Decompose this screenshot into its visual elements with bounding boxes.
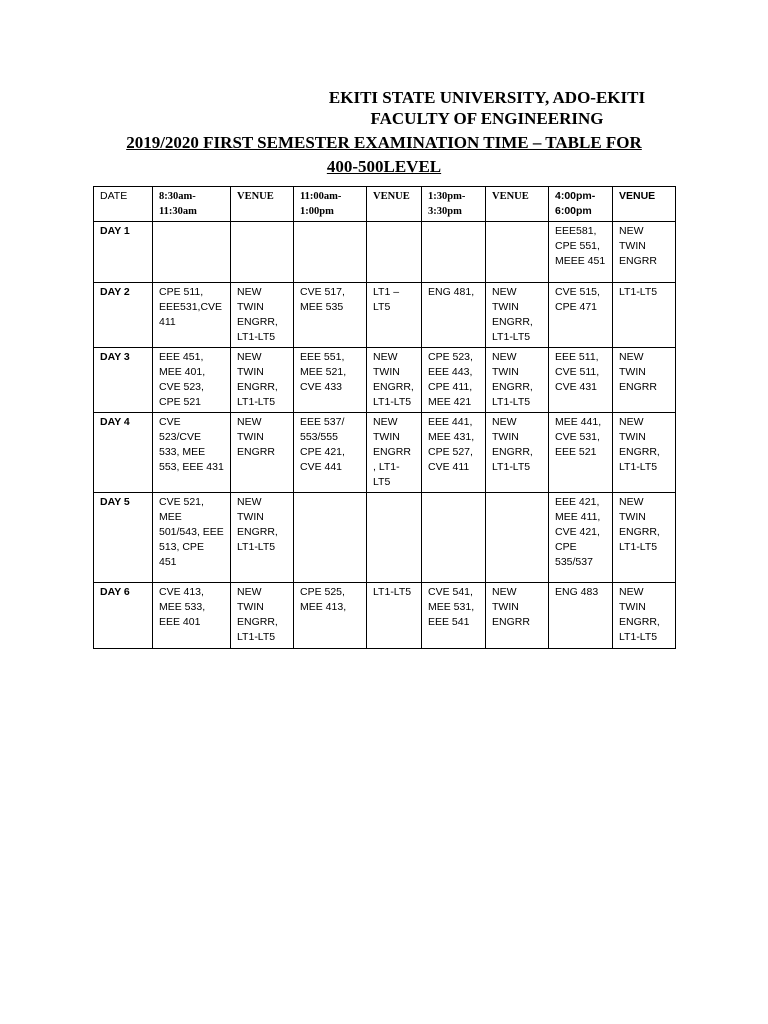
table-cell: NEW TWIN ENGRR, LT1-LT5 [367,348,422,413]
table-cell: NEW TWIN ENGRR [231,413,294,493]
table-row [94,493,676,583]
table-row [94,348,676,413]
table-row [94,413,676,493]
table-cell [294,493,367,583]
table-cell: NEW TWIN ENGRR, LT1-LT5 [486,283,549,348]
table-cell: CVE 523/CVE 533, MEE 553, EEE 431 [153,413,231,493]
column-header-date: DATE [94,187,153,222]
table-cell: NEW TWIN ENGRR, LT1-LT5 [486,413,549,493]
table-cell [367,222,422,283]
table-cell [486,493,549,583]
table-row [94,222,676,283]
day-cell: DAY 1 [94,222,153,283]
university-name: EKITI STATE UNIVERSITY, ADO-EKITI [328,88,646,107]
timetable-title: 2019/2020 FIRST SEMESTER EXAMINATION TIME – TABLE FOR [126,133,642,152]
table-cell: NEW TWIN ENGRR, LT1-LT5 [231,348,294,413]
day-cell: DAY 5 [94,493,153,583]
day-cell: DAY 2 [94,283,153,348]
table-row [94,283,676,348]
day-cell: DAY 6 [94,583,153,649]
table-cell: NEW TWIN ENGRR [613,222,676,283]
column-header-slot-1: 8:30am-11:30am [153,187,231,222]
table-cell: NEW TWIN ENGRR, LT1-LT5 [486,348,549,413]
table-cell: CVE 517, MEE 535 [294,283,367,348]
table-cell: NEW TWIN ENGRR [486,583,549,649]
column-header-slot-4: 4:00pm-6:00pm [549,187,613,222]
table-cell: NEW TWIN ENGRR, LT1-LT5 [613,493,676,583]
table-cell: LT1-LT5 [613,283,676,348]
table-cell: EEE 537/ 553/555 CPE 421, CVE 441 [294,413,367,493]
table-cell: CPE 525, MEE 413, [294,583,367,649]
column-header-venue-1: VENUE [231,187,294,222]
column-header-venue-3: VENUE [486,187,549,222]
table-cell: NEW TWIN ENGRR, LT1-LT5 [613,583,676,649]
table-cell: CVE 541, MEE 531, EEE 541 [422,583,486,649]
table-cell: LT1-LT5 [367,583,422,649]
table-cell: NEW TWIN ENGRR [613,348,676,413]
table-cell [294,222,367,283]
table-cell: EEE 421, MEE 411, CVE 421, CPE 535/537 [549,493,613,583]
timetable-level: 400-500LEVEL [326,157,442,176]
table-cell [231,222,294,283]
column-header-venue-2: VENUE [367,187,422,222]
table-cell: EEE581, CPE 551, MEEE 451 [549,222,613,283]
table-cell: CVE 515, CPE 471 [549,283,613,348]
table-cell: NEW TWIN ENGRR, LT1-LT5 [231,283,294,348]
day-cell: DAY 3 [94,348,153,413]
table-cell: NEW TWIN ENGRR, LT1-LT5 [613,413,676,493]
table-cell: NEW TWIN ENGRR , LT1-LT5 [367,413,422,493]
table-cell [422,222,486,283]
exam-timetable [93,186,676,649]
table-cell: CVE 521, MEE 501/543, EEE 513, CPE 451 [153,493,231,583]
header-row [94,187,676,222]
table-cell [422,493,486,583]
table-cell [153,222,231,283]
column-header-slot-3: 1:30pm-3:30pm [422,187,486,222]
table-cell [367,493,422,583]
day-cell: DAY 4 [94,413,153,493]
table-cell: ENG 483 [549,583,613,649]
table-cell [486,222,549,283]
table-cell: ENG 481, [422,283,486,348]
table-cell: CPE 511, EEE531,CVE 411 [153,283,231,348]
column-header-slot-2: 11:00am-1:00pm [294,187,367,222]
table-cell: NEW TWIN ENGRR, LT1-LT5 [231,493,294,583]
table-cell: EEE 551, MEE 521, CVE 433 [294,348,367,413]
table-row [94,583,676,649]
table-cell: CVE 413, MEE 533, EEE 401 [153,583,231,649]
table-cell: CPE 523, EEE 443, CPE 411, MEE 421 [422,348,486,413]
table-cell: LT1 – LT5 [367,283,422,348]
table-cell: EEE 441, MEE 431, CPE 527, CVE 411 [422,413,486,493]
table-cell: NEW TWIN ENGRR, LT1-LT5 [231,583,294,649]
table-cell: MEE 441, CVE 531, EEE 521 [549,413,613,493]
table-cell: EEE 511, CVE 511, CVE 431 [549,348,613,413]
column-header-venue-4: VENUE [613,187,676,222]
faculty-name: FACULTY OF ENGINEERING [370,109,604,128]
table-cell: EEE 451, MEE 401, CVE 523, CPE 521 [153,348,231,413]
